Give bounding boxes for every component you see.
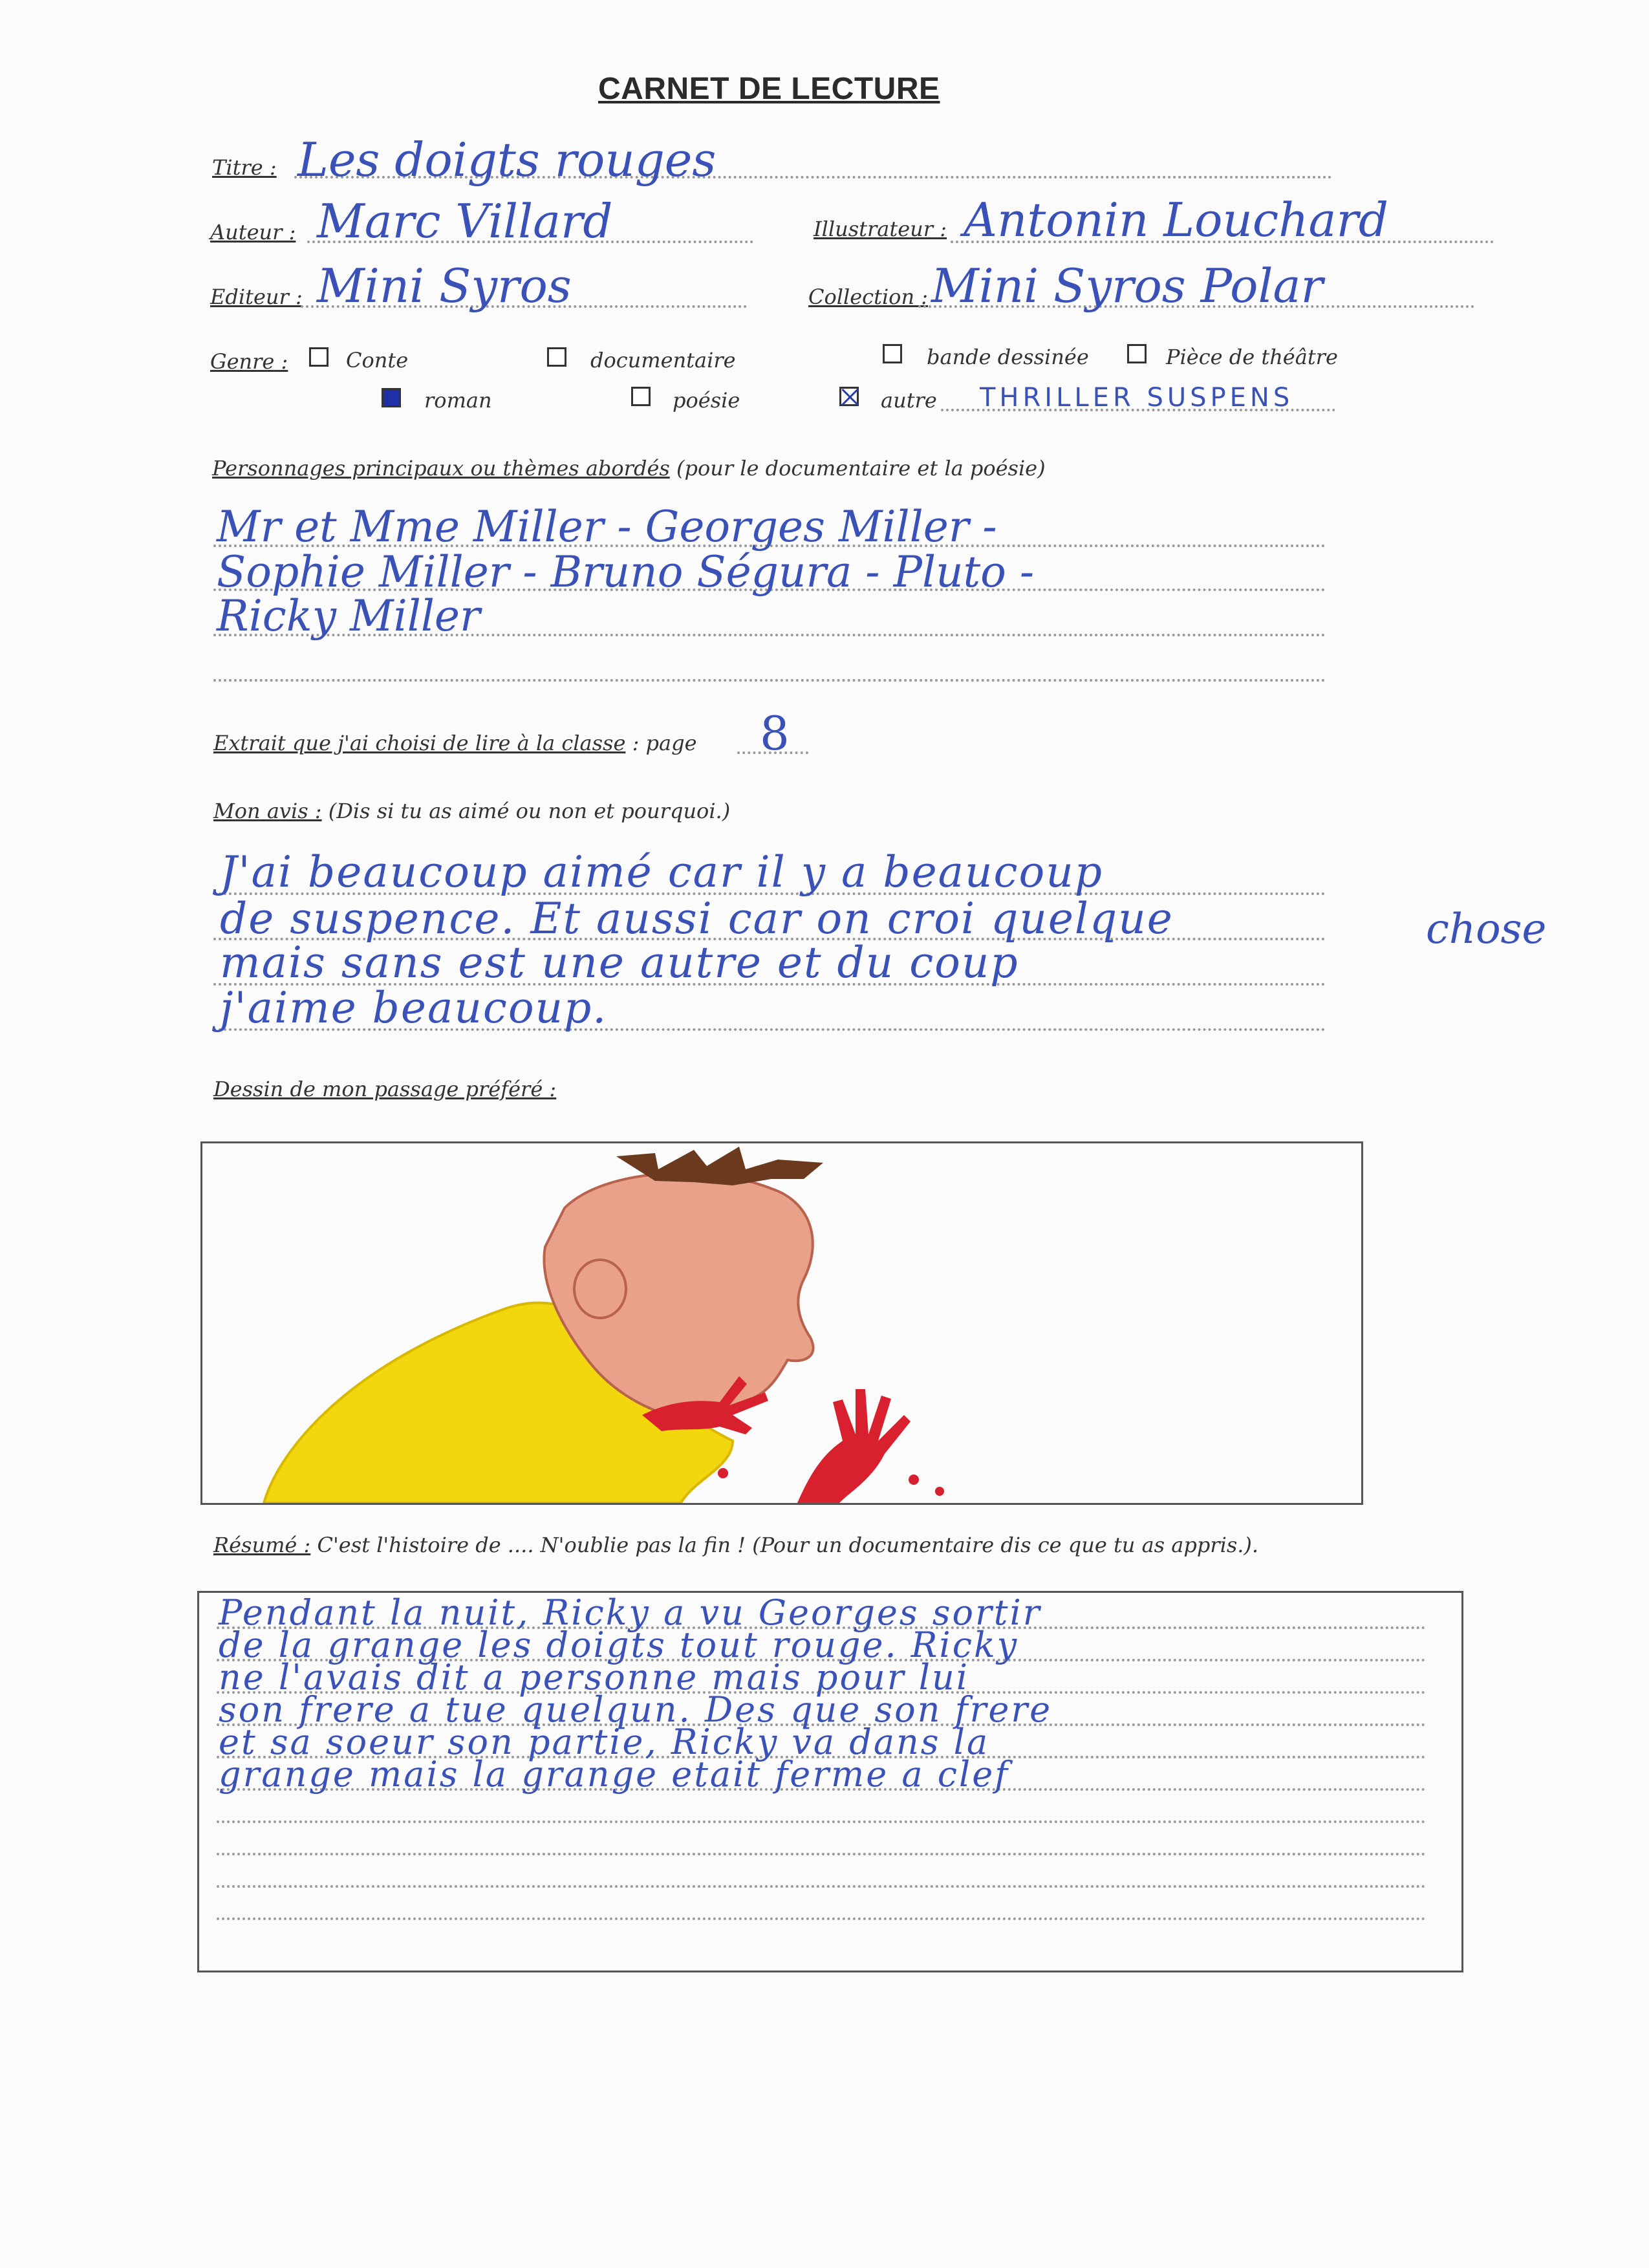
avis-text-2[interactable]: de suspence. Et aussi car on croi quelque xyxy=(220,894,1174,944)
genre-conte-label: Conte xyxy=(346,348,409,373)
avis-text-4[interactable]: j'aime beaucoup. xyxy=(220,983,608,1033)
titre-value[interactable]: Les doigts rouges xyxy=(297,133,717,187)
genre-autre-checkbox[interactable] xyxy=(839,387,859,406)
avis-text-3[interactable]: mais sans est une autre et du coup xyxy=(220,938,1019,988)
illustrateur-value[interactable]: Antonin Louchard xyxy=(964,193,1388,247)
dessin-frame xyxy=(200,1141,1363,1505)
resume-note: C'est l'histoire de .... N'oublie pas la fin ! (Pour un documentaire dis ce que tu as appris.). xyxy=(317,1533,1259,1557)
auteur-value[interactable]: Marc Villard xyxy=(317,194,613,248)
genre-label: Genre : xyxy=(210,349,288,374)
extrait-page-label: : page xyxy=(632,731,697,755)
personnages-text-1[interactable]: Mr et Mme Miller - Georges Miller - xyxy=(217,502,997,552)
resume-line-8 xyxy=(217,1853,1426,1855)
genre-bd-checkbox[interactable] xyxy=(883,344,902,363)
resume-text-5[interactable]: et sa soeur son partie, Ricky va dans la xyxy=(219,1722,990,1762)
titre-label: Titre : xyxy=(212,155,277,180)
genre-roman-label: roman xyxy=(424,388,492,413)
collection-label: Collection : xyxy=(808,285,928,309)
resume-text-2[interactable]: de la grange les doigts tout rouge. Ricky xyxy=(219,1625,1019,1665)
editeur-label: Editeur : xyxy=(210,285,303,309)
resume-label: Résumé : xyxy=(213,1533,311,1557)
drawing-illustration xyxy=(202,1143,1361,1503)
resume-text-6[interactable]: grange mais la grange etait ferme a clef xyxy=(219,1754,1010,1795)
personnages-text-2[interactable]: Sophie Miller - Bruno Ségura - Pluto - xyxy=(217,547,1035,597)
resume-text-3[interactable]: ne l'avais dit a personne mais pour lui xyxy=(219,1657,970,1698)
personnages-label: Personnages principaux ou thèmes abordés xyxy=(212,456,670,481)
avis-text-1[interactable]: J'ai beaucoup aimé car il y a beaucoup xyxy=(220,847,1103,897)
illustrateur-label: Illustrateur : xyxy=(814,217,947,241)
extrait-label: Extrait que j'ai choisi de lire à la classe xyxy=(213,731,626,755)
genre-poesie-checkbox[interactable] xyxy=(631,387,651,406)
drawing-blood-drop xyxy=(909,1474,919,1485)
resume-line-10 xyxy=(217,1917,1426,1920)
auteur-label: Auteur : xyxy=(210,220,296,244)
genre-poesie-label: poésie xyxy=(673,388,740,413)
resume-text-4[interactable]: son frere a tue quelqun. Des que son frere xyxy=(219,1689,1053,1730)
resume-text-1[interactable]: Pendant la nuit, Ricky a vu Georges sortir xyxy=(219,1592,1042,1633)
editeur-value[interactable]: Mini Syros xyxy=(317,259,572,313)
genre-theatre-checkbox[interactable] xyxy=(1127,344,1147,363)
drawing-hand-right xyxy=(797,1389,911,1503)
genre-roman-checkbox[interactable] xyxy=(382,388,401,407)
avis-label: Mon avis : xyxy=(213,799,322,823)
resume-line-9 xyxy=(217,1885,1426,1888)
drawing-blood-drop xyxy=(935,1487,944,1496)
genre-autre-value[interactable]: THRILLER SUSPENS xyxy=(980,383,1294,413)
page-title: CARNET DE LECTURE xyxy=(598,72,940,106)
dessin-label: Dessin de mon passage préféré : xyxy=(213,1077,557,1101)
genre-theatre-label: Pièce de théâtre xyxy=(1166,345,1338,369)
personnages-line-4 xyxy=(213,679,1326,682)
genre-conte-checkbox[interactable] xyxy=(309,347,329,367)
drawing-blood-drop xyxy=(718,1468,728,1478)
extrait-page-value[interactable]: 8 xyxy=(760,706,790,761)
personnages-text-3[interactable]: Ricky Miller xyxy=(217,591,480,641)
genre-documentaire-checkbox[interactable] xyxy=(547,347,566,367)
genre-bd-label: bande dessinée xyxy=(927,345,1089,369)
personnages-note: (pour le documentaire et la poésie) xyxy=(676,456,1046,481)
resume-line-7 xyxy=(217,1820,1426,1823)
collection-value[interactable]: Mini Syros Polar xyxy=(931,259,1323,313)
avis-note: (Dis si tu as aimé ou non et pourquoi.) xyxy=(328,799,731,823)
drawing-ear xyxy=(574,1260,626,1318)
avis-margin-word[interactable]: chose xyxy=(1426,905,1547,953)
genre-autre-label: autre xyxy=(881,388,937,413)
genre-documentaire-label: documentaire xyxy=(590,348,736,373)
